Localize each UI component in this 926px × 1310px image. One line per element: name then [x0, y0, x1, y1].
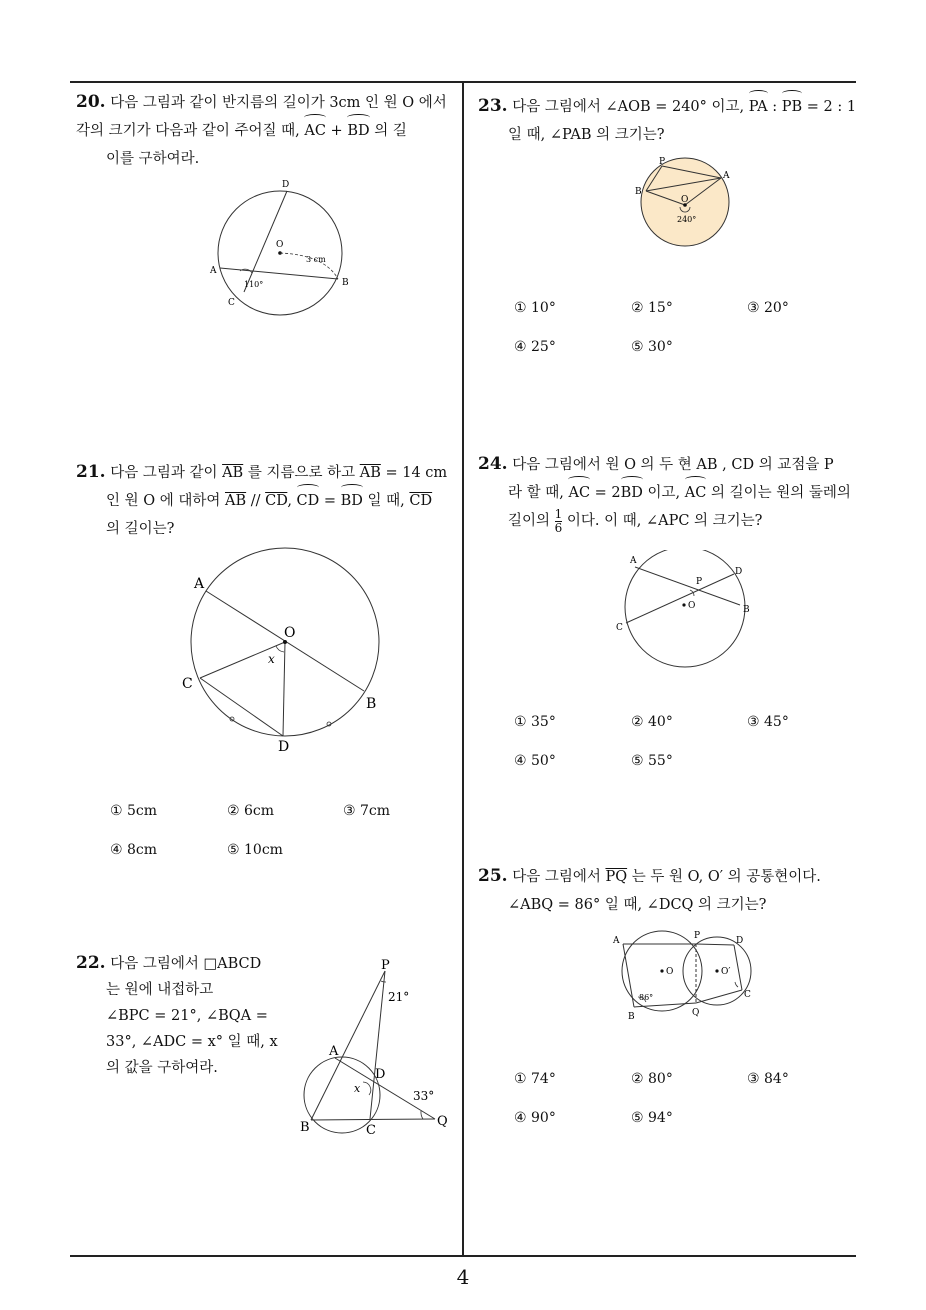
label-d: D — [278, 739, 290, 755]
q25-figure — [610, 927, 765, 1027]
label-d: D — [735, 567, 743, 577]
choice-4[interactable]: ④ 25° — [514, 339, 556, 355]
choice-1[interactable]: ① 74° — [514, 1071, 556, 1087]
choice-2[interactable]: ② 40° — [631, 714, 673, 730]
choice-5[interactable]: ⑤ 94° — [631, 1110, 673, 1126]
fraction-1-6: $\frac{1}{6}$ — [554, 506, 563, 535]
label-o: O — [666, 967, 674, 977]
label-a: A — [194, 576, 205, 592]
label-x: x — [268, 652, 275, 666]
q24-figure — [610, 550, 760, 675]
label-a: A — [329, 1044, 339, 1059]
question-24: 24. 다음 그림에서 원 O 의 두 현 AB , CD 의 교점을 P 라 할 때, AC = 2BD 이고, AC 의 길이는 원의 둘레의 길이의 $\frac{1}{6}$ 이다. 이 때, ∠APC 의 크기는? — [478, 454, 851, 535]
question-20: 20. 다음 그림과 같이 반지름의 길이가 3cm 인 원 O 에서 각의 크기가 다음과 같이 주어질 때, AC + BD 의 길 이를 구하여라. — [76, 92, 447, 167]
choice-4[interactable]: ④ 8cm — [110, 842, 158, 858]
choice-1[interactable]: ① 10° — [514, 300, 556, 316]
choice-2[interactable]: ② 15° — [631, 300, 673, 316]
label-d: D — [736, 936, 744, 946]
label-o: O — [688, 601, 696, 611]
q23-figure — [628, 152, 738, 262]
label-angle-110: 110° — [244, 280, 264, 289]
column-divider — [462, 81, 464, 1256]
page-number: 4 — [456, 1265, 470, 1289]
choice-3[interactable]: ③ 84° — [747, 1071, 789, 1087]
label-p: P — [381, 958, 390, 973]
choice-4[interactable]: ④ 50° — [514, 753, 556, 769]
label-p: P — [696, 577, 703, 587]
label-b: B — [300, 1120, 310, 1135]
label-q: Q — [692, 1008, 700, 1018]
question-22: 22. 다음 그림에서 □ABCD 는 원에 내접하고 ∠BPC = 21°, ∠BQA = 33°, ∠ADC = x° 일 때, x 의 값을 구하여라. — [76, 953, 278, 1076]
label-a: A — [630, 556, 637, 566]
label-c: C — [616, 623, 623, 633]
label-o: O — [284, 625, 296, 641]
q22-figure — [295, 955, 460, 1140]
label-x: x — [354, 1082, 361, 1095]
choice-5[interactable]: ⑤ 30° — [631, 339, 673, 355]
label-angle-240: 240° — [677, 215, 697, 224]
q20-figure — [200, 175, 370, 325]
choice-5[interactable]: ⑤ 55° — [631, 753, 673, 769]
label-q: Q — [437, 1114, 448, 1129]
choice-3[interactable]: ③ 20° — [747, 300, 789, 316]
label-b: B — [342, 278, 349, 288]
choice-2[interactable]: ② 80° — [631, 1071, 673, 1087]
choice-1[interactable]: ① 5cm — [110, 803, 158, 819]
question-23: 23. 다음 그림에서 ∠AOB = 240° 이고, PA : PB = 2 : 1 일 때, ∠PAB 의 크기는? — [478, 92, 863, 149]
label-o: O — [276, 240, 284, 250]
choice-2[interactable]: ② 6cm — [227, 803, 275, 819]
question-21: 21. 다음 그림과 같이 $\overline{AB}$ 를 지름으로 하고 $\overline{AB} = 14$ cm 인 원 O 에 대하여 $\overline{AB} // \overline{CD}$, CD = BD 일 때, $\overline{CD}$ 의 길이는? — [76, 462, 448, 537]
label-angle-86: 86° — [639, 993, 654, 1002]
choice-3[interactable]: ③ 45° — [747, 714, 789, 730]
bottom-rule — [70, 1255, 856, 1257]
q21-figure — [170, 545, 400, 765]
label-c: C — [228, 298, 235, 308]
choice-3[interactable]: ③ 7cm — [343, 803, 391, 819]
question-25: 25. 다음 그림에서 $\overline{PQ}$ 는 두 원 O, O′ 의 공통현이다. ∠ABQ = 86° 일 때, ∠DCQ 의 크기는? — [478, 866, 821, 913]
label-a: A — [613, 936, 620, 946]
label-angle-33: 33° — [413, 1089, 435, 1103]
label-d: D — [282, 180, 290, 190]
label-c: C — [744, 990, 751, 1000]
label-angle-21: 21° — [388, 990, 410, 1004]
label-a: A — [210, 266, 217, 276]
label-o-prime: O′ — [721, 967, 731, 977]
label-b: B — [743, 605, 750, 615]
label-d: D — [375, 1067, 386, 1082]
label-o: O — [681, 195, 689, 205]
label-b: B — [628, 1012, 635, 1022]
choice-4[interactable]: ④ 90° — [514, 1110, 556, 1126]
label-c: C — [366, 1123, 376, 1138]
label-p: P — [659, 157, 666, 167]
label-p: P — [694, 931, 701, 941]
label-b: B — [366, 696, 377, 712]
choice-1[interactable]: ① 35° — [514, 714, 556, 730]
label-b: B — [635, 187, 642, 197]
label-c: C — [182, 676, 193, 692]
choice-5[interactable]: ⑤ 10cm — [227, 842, 283, 858]
label-radius: 3 cm — [306, 255, 326, 264]
label-a: A — [723, 171, 730, 181]
